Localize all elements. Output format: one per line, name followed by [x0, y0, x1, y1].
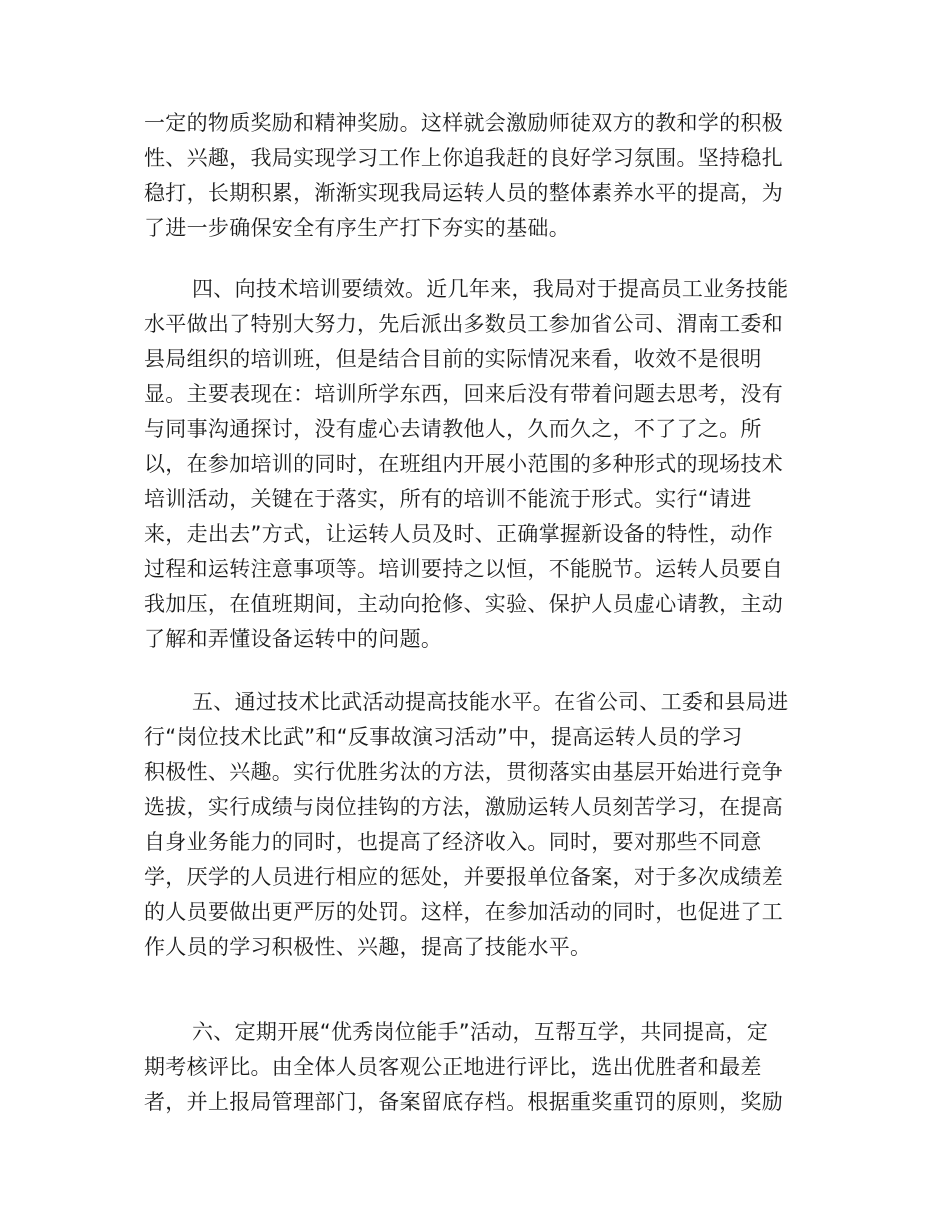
paragraph-line: 作人员的学习积极性、兴趣，提高了技能水平。 [144, 935, 592, 959]
paragraph-line: 行“岗位技术比武”和“反事故演习活动”中，提高运转人员的学习 [144, 725, 743, 749]
paragraph-line: 期考核评比。由全体人员客观公正地进行评比，选出优胜者和最差 [144, 1055, 762, 1079]
paragraph-line: 一定的物质奖励和精神奖励。这样就会激励师徒双方的教和学的积极 [144, 111, 783, 135]
paragraph-line: 了解和弄懂设备运转中的问题。 [144, 627, 443, 651]
paragraph-line: 与同事沟通探讨，没有虚心去请教他人，久而久之，不了了之。所 [144, 417, 762, 441]
paragraph-line: 者，并上报局管理部门，备案留底存档。根据重奖重罚的原则，奖励 [144, 1090, 783, 1114]
paragraph-line: 显。主要表现在：培训所学东西，回来后没有带着问题去思考，没有 [144, 382, 783, 406]
paragraph-line: 县局组织的培训班，但是结合目前的实际情况来看，收效不是很明 [144, 347, 762, 371]
paragraph-line: 稳打，长期积累，渐渐实现我局运转人员的整体素养水平的提高，为 [144, 181, 783, 205]
paragraph-line: 水平做出了特别大努力，先后派出多数员工参加省公司、渭南工委和 [144, 312, 783, 336]
paragraph-line: 选拔，实行成绩与岗位挂钩的方法，激励运转人员刻苦学习，在提高 [144, 795, 783, 819]
paragraph-line: 积极性、兴趣。实行优胜劣汰的方法，贯彻落实由基层开始进行竞争 [144, 760, 783, 784]
paragraph-section-4 [144, 272, 824, 657]
paragraph-line: 了进一步确保安全有序生产打下夯实的基础。 [144, 216, 570, 240]
paragraph-line: 过程和运转注意事项等。培训要持之以恒，不能脱节。运转人员要自 [144, 557, 783, 581]
paragraph-line: 培训活动，关键在于落实，所有的培训不能流于形式。实行“请进 [144, 487, 752, 511]
paragraph-line: 自身业务能力的同时，也提高了经济收入。同时，要对那些不同意 [144, 830, 762, 854]
paragraph-continuation [144, 106, 824, 246]
paragraph-section-6 [144, 1015, 824, 1120]
paragraph-line: 以，在参加培训的同时，在班组内开展小范围的多种形式的现场技术 [144, 452, 783, 476]
paragraph-section-5 [144, 685, 824, 965]
paragraph-line: 六、定期开展“优秀岗位能手”活动，互帮互学，共同提高，定 [192, 1020, 769, 1044]
paragraph-line: 五、通过技术比武活动提高技能水平。在省公司、工委和县局进 [192, 690, 789, 714]
paragraph-line: 性、兴趣，我局实现学习工作上你追我赶的良好学习氛围。坚持稳扎 [144, 146, 783, 170]
paragraph-line: 来，走出去”方式，让运转人员及时、正确掌握新设备的特性，动作 [144, 522, 773, 546]
paragraph-line: 的人员要做出更严厉的处罚。这样，在参加活动的同时，也促进了工 [144, 900, 783, 924]
paragraph-line: 学，厌学的人员进行相应的惩处，并要报单位备案，对于多次成绩差 [144, 865, 783, 889]
paragraph-line: 我加压，在值班期间，主动向抢修、实验、保护人员虚心请教，主动 [144, 592, 783, 616]
paragraph-line: 四、向技术培训要绩效。近几年来，我局对于提高员工业务技能 [192, 277, 789, 301]
